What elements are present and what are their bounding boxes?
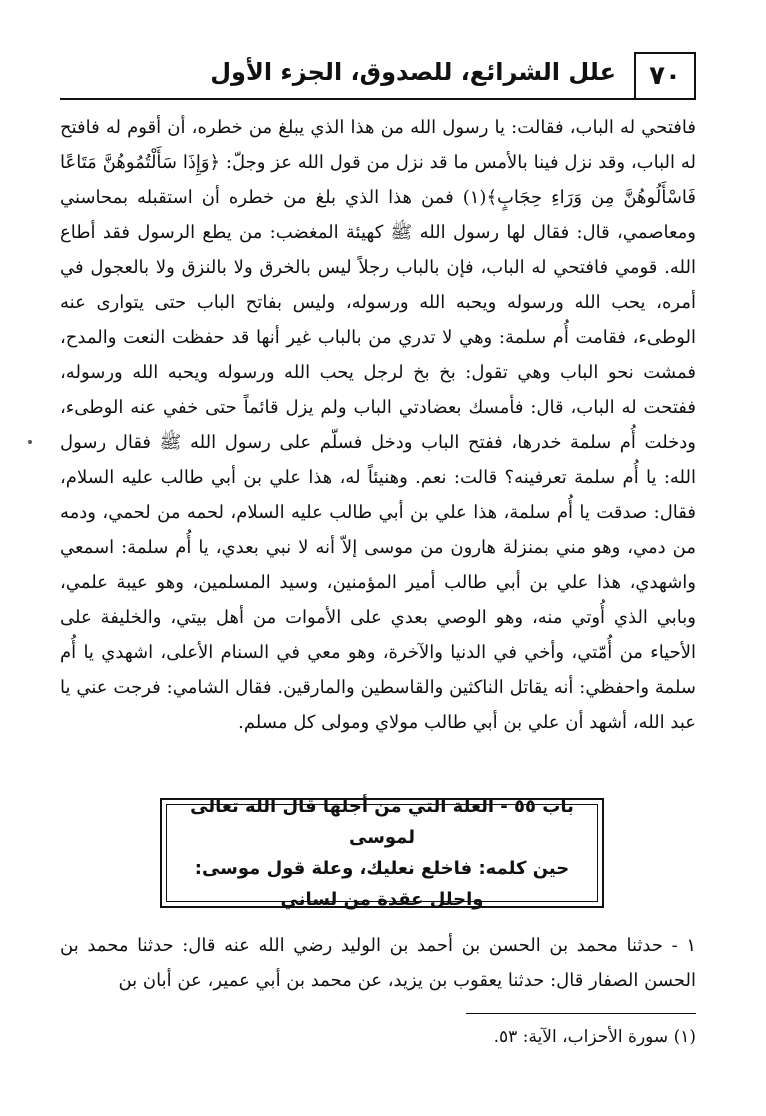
margin-dot <box>28 440 32 444</box>
footnote: (١) سورة الأحزاب، الآية: ٥٣. <box>493 1027 696 1047</box>
body-paragraph: فافتحي له الباب، فقالت: يا رسول الله من هذا الذي يبلغ من خطره، أن أقوم له فافتح له الباب، وقد نزل فينا بالأمس ما قد نزل من قول الله عز وجلّ: ﴿وَإِذَا سَأَلْتُمُوهُنَّ مَتَاعًا فَاسْأَلُوهُنَّ مِن وَرَاءِ حِجَابٍ﴾(١) فمن هذا الذي بلغ من خطره أن استقبله بمحاسني ومعاصمي، قال: فقال لها رسول الله ﷺ كهيئة المغضب: من يطع الرسول فقد أطاع الله. قومي فافتحي له الباب، فإن بالباب رجلاً ليس بالخرق ولا بالنزق ولا بالعجول في أمره، يحب الله ورسوله ويحبه الله ورسوله، وليس بفاتح الباب حتى يتوارى عنه الوطىء، فقامت أُم سلمة: وهي لا تدري من بالباب غير أنها قد حفظت النعت والمدح، فمشت نحو الباب وهي تقول: بخ بخ لرجل يحب الله ورسوله ويحبه الله ورسوله، ففتحت له الباب، قال: فأمسك بعضادتي الباب ولم يزل قائماً حتى خفي عنه الوطىء، ودخلت أُم سلمة خدرها، ففتح الباب ودخل فسلّم على رسول الله ﷺ فقال رسول الله: يا أُم سلمة تعرفينه؟ قالت: نعم. وهنيئاً له، هذا علي بن أبي طالب عليه السلام، فقال: صدقت يا أُم سلمة، هذا علي بن أبي طالب عليه السلام، لحمه من لحمي، ودمه من دمي، وهو مني بمنزلة هارون من موسى إلاّ أنه لا نبي بعدي، يا أُم سلمة: اسمعي واشهدي، هذا علي بن أبي طالب أمير المؤمنين، وسيد المسلمين، وهو عيبة علمي، وبابي الذي أُوتي منه، وهو الوصي بعدي على الأموات من أهل بيتي، والخليفة على الأحياء من أُمّتي، وأخي في الدنيا والآخرة، وهو معي في السنام الأعلى، اشهدي يا أُم سلمة واحفظي: أنه يقاتل الناكثين والقاسطين والمارقين. فقال الشامي: فرجت عني يا عبد الله، أشهد أن علي بن أبي طالب مولاي ومولى كل مسلم. <box>60 117 696 733</box>
footnote-separator <box>466 1013 696 1014</box>
page-number: ٧٠ <box>634 52 696 98</box>
main-text <box>60 110 696 740</box>
chapter-heading-inner <box>166 796 598 910</box>
hadith-text <box>60 928 696 998</box>
chapter-heading-box <box>160 798 604 908</box>
chapter-heading-line: باب ٥٥ - العلة التي من أجلها قال الله تعالى لموسى <box>190 796 574 848</box>
chapter-heading-line: حين كلمه: فاخلع نعليك، وعلة قول موسى: <box>194 858 570 879</box>
running-title: علل الشرائع، للصدوق، الجزء الأول <box>210 58 616 86</box>
chapter-heading-line: واحلل عقدة من لساني <box>280 889 484 910</box>
hadith-paragraph: ١ - حدثنا محمد بن الحسن بن أحمد بن الوليد رضي الله عنه قال: حدثنا محمد بن الحسن الصفار قال: حدثنا يعقوب بن يزيد، عن محمد بن أبي عمير، عن أبان بن <box>60 935 696 991</box>
page-header <box>60 52 696 100</box>
